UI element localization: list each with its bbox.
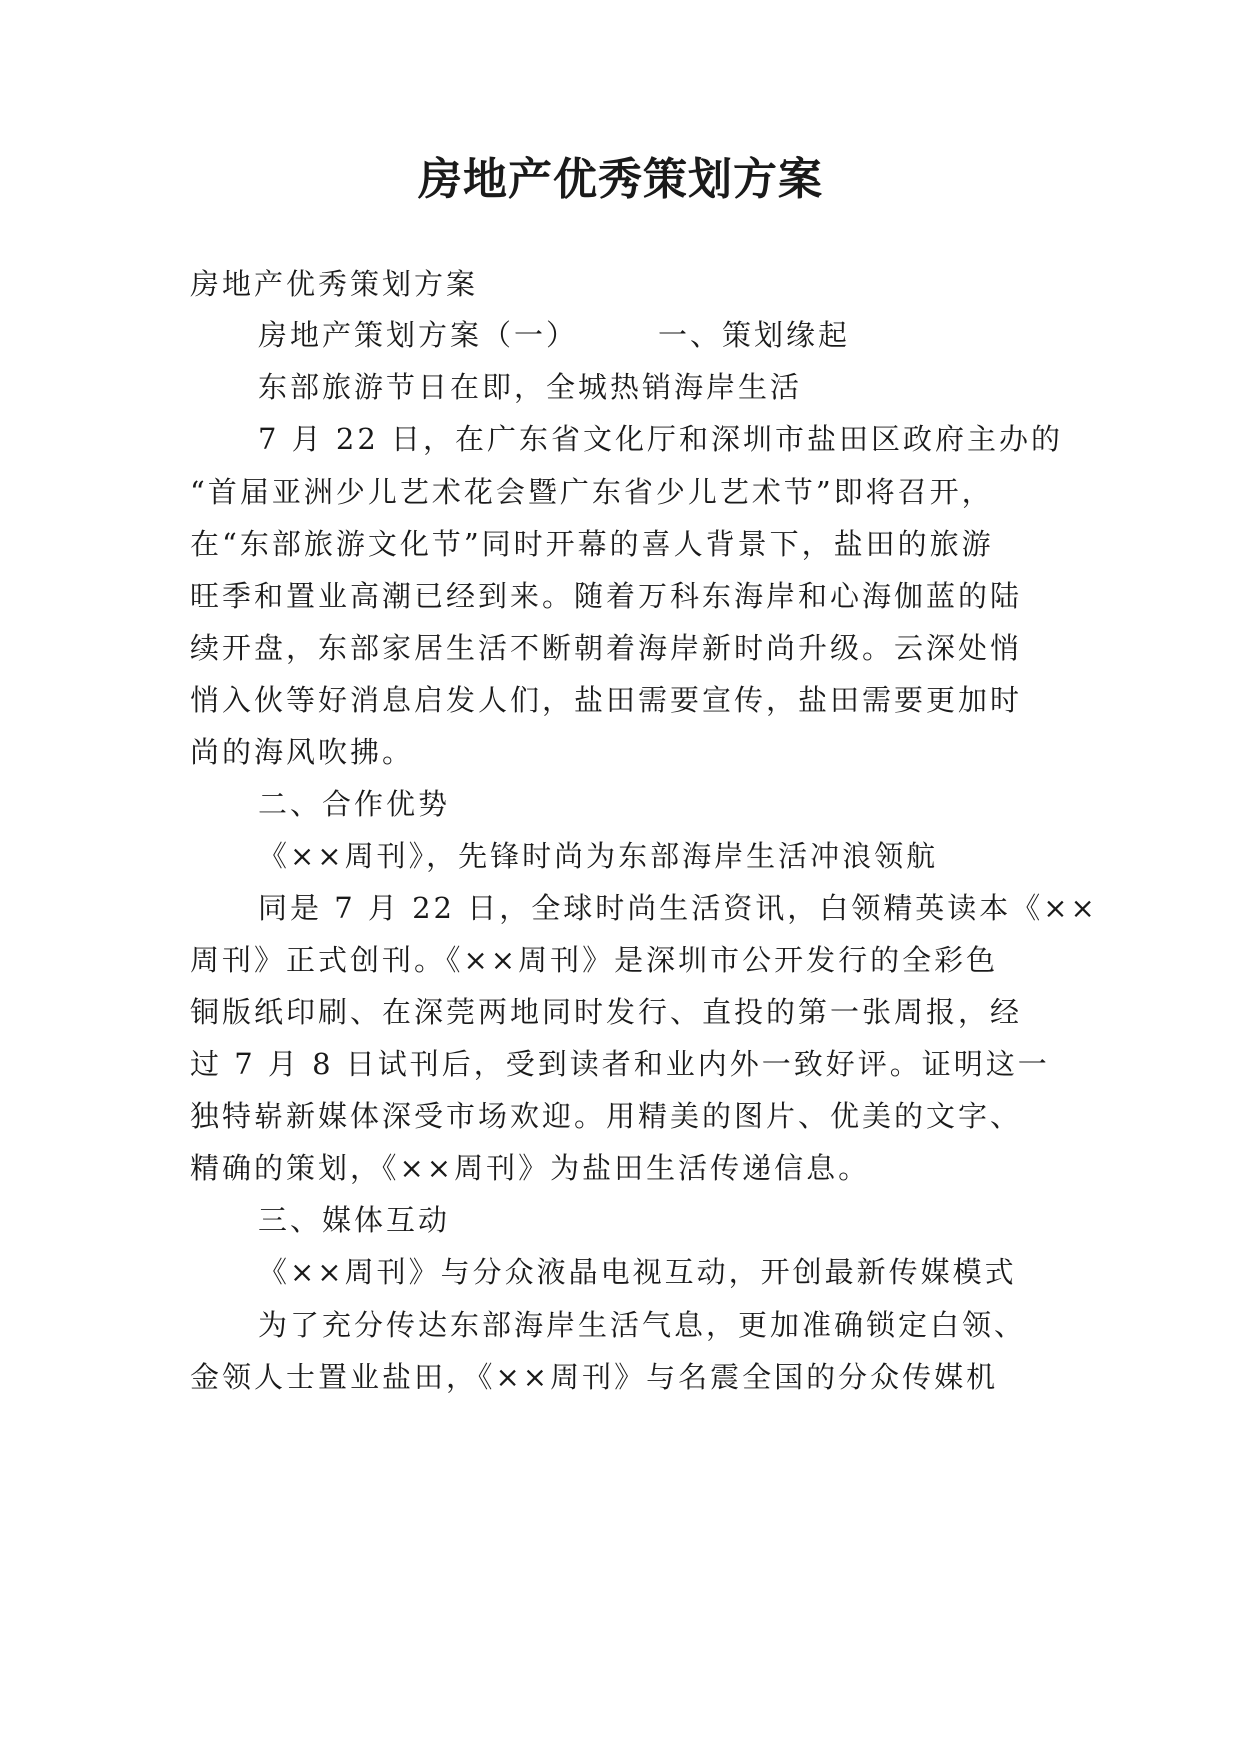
section-three-heading: 三、媒体互动 — [258, 1203, 451, 1237]
paragraph-line: 《××周刊》，先锋时尚为东部海岸生活冲浪领航 — [258, 839, 939, 873]
section-two-heading: 二、合作优势 — [258, 787, 451, 821]
paragraph-line: 东部旅游节日在即，全城热销海岸生活 — [258, 370, 803, 404]
paragraph-line: 《××周刊》与分众液晶电视互动，开创最新传媒模式 — [258, 1255, 1017, 1289]
document-title: 房地产优秀策划方案 — [418, 154, 823, 205]
paragraph-line: 精确的策划，《××周刊》为盐田生活传递信息。 — [190, 1151, 871, 1185]
paragraph-line: “首届亚洲少儿艺术花会暨广东省少儿艺术节”即将召开， — [190, 475, 994, 509]
paragraph-line: 旺季和置业高潮已经到来。随着万科东海岸和心海伽蓝的陆 — [190, 579, 1023, 613]
paragraph-line: 在“东部旅游文化节”同时开幕的喜人背景下，盐田的旅游 — [190, 527, 994, 561]
paragraph-line: 同是 7 月 22 日，全球时尚生活资讯，白领精英读本《×× — [258, 891, 1098, 925]
paragraph-line: 独特崭新媒体深受市场欢迎。用精美的图片、优美的文字、 — [190, 1099, 1023, 1133]
section-one-heading: 一、策划缘起 — [658, 318, 851, 352]
paragraph-line: 过 7 月 8 日试刊后，受到读者和业内外一致好评。证明这一 — [190, 1047, 1050, 1081]
paragraph-line: 尚的海风吹拂。 — [190, 735, 415, 769]
paragraph-line: 悄入伙等好消息启发人们，盐田需要宣传，盐田需要更加时 — [190, 683, 1023, 717]
paragraph-line: 为了充分传达东部海岸生活气息，更加准确锁定白领、 — [258, 1308, 1027, 1342]
paragraph-line: 铜版纸印刷、在深莞两地同时发行、直投的第一张周报，经 — [190, 995, 1023, 1029]
plan-heading: 房地产策划方案（一） — [258, 318, 579, 352]
section-heading-line — [258, 315, 1050, 355]
paragraph-line: 金领人士置业盐田，《××周刊》与名震全国的分众传媒机 — [190, 1360, 999, 1394]
paragraph-line: 7 月 22 日，在广东省文化厅和深圳市盐田区政府主办的 — [258, 422, 1064, 456]
paragraph-line: 续开盘，东部家居生活不断朝着海岸新时尚升级。云深处悄 — [190, 631, 1023, 665]
paragraph-line: 周刊》正式创刊。《××周刊》是深圳市公开发行的全彩色 — [190, 943, 999, 977]
subtitle-line: 房地产优秀策划方案 — [190, 267, 479, 301]
